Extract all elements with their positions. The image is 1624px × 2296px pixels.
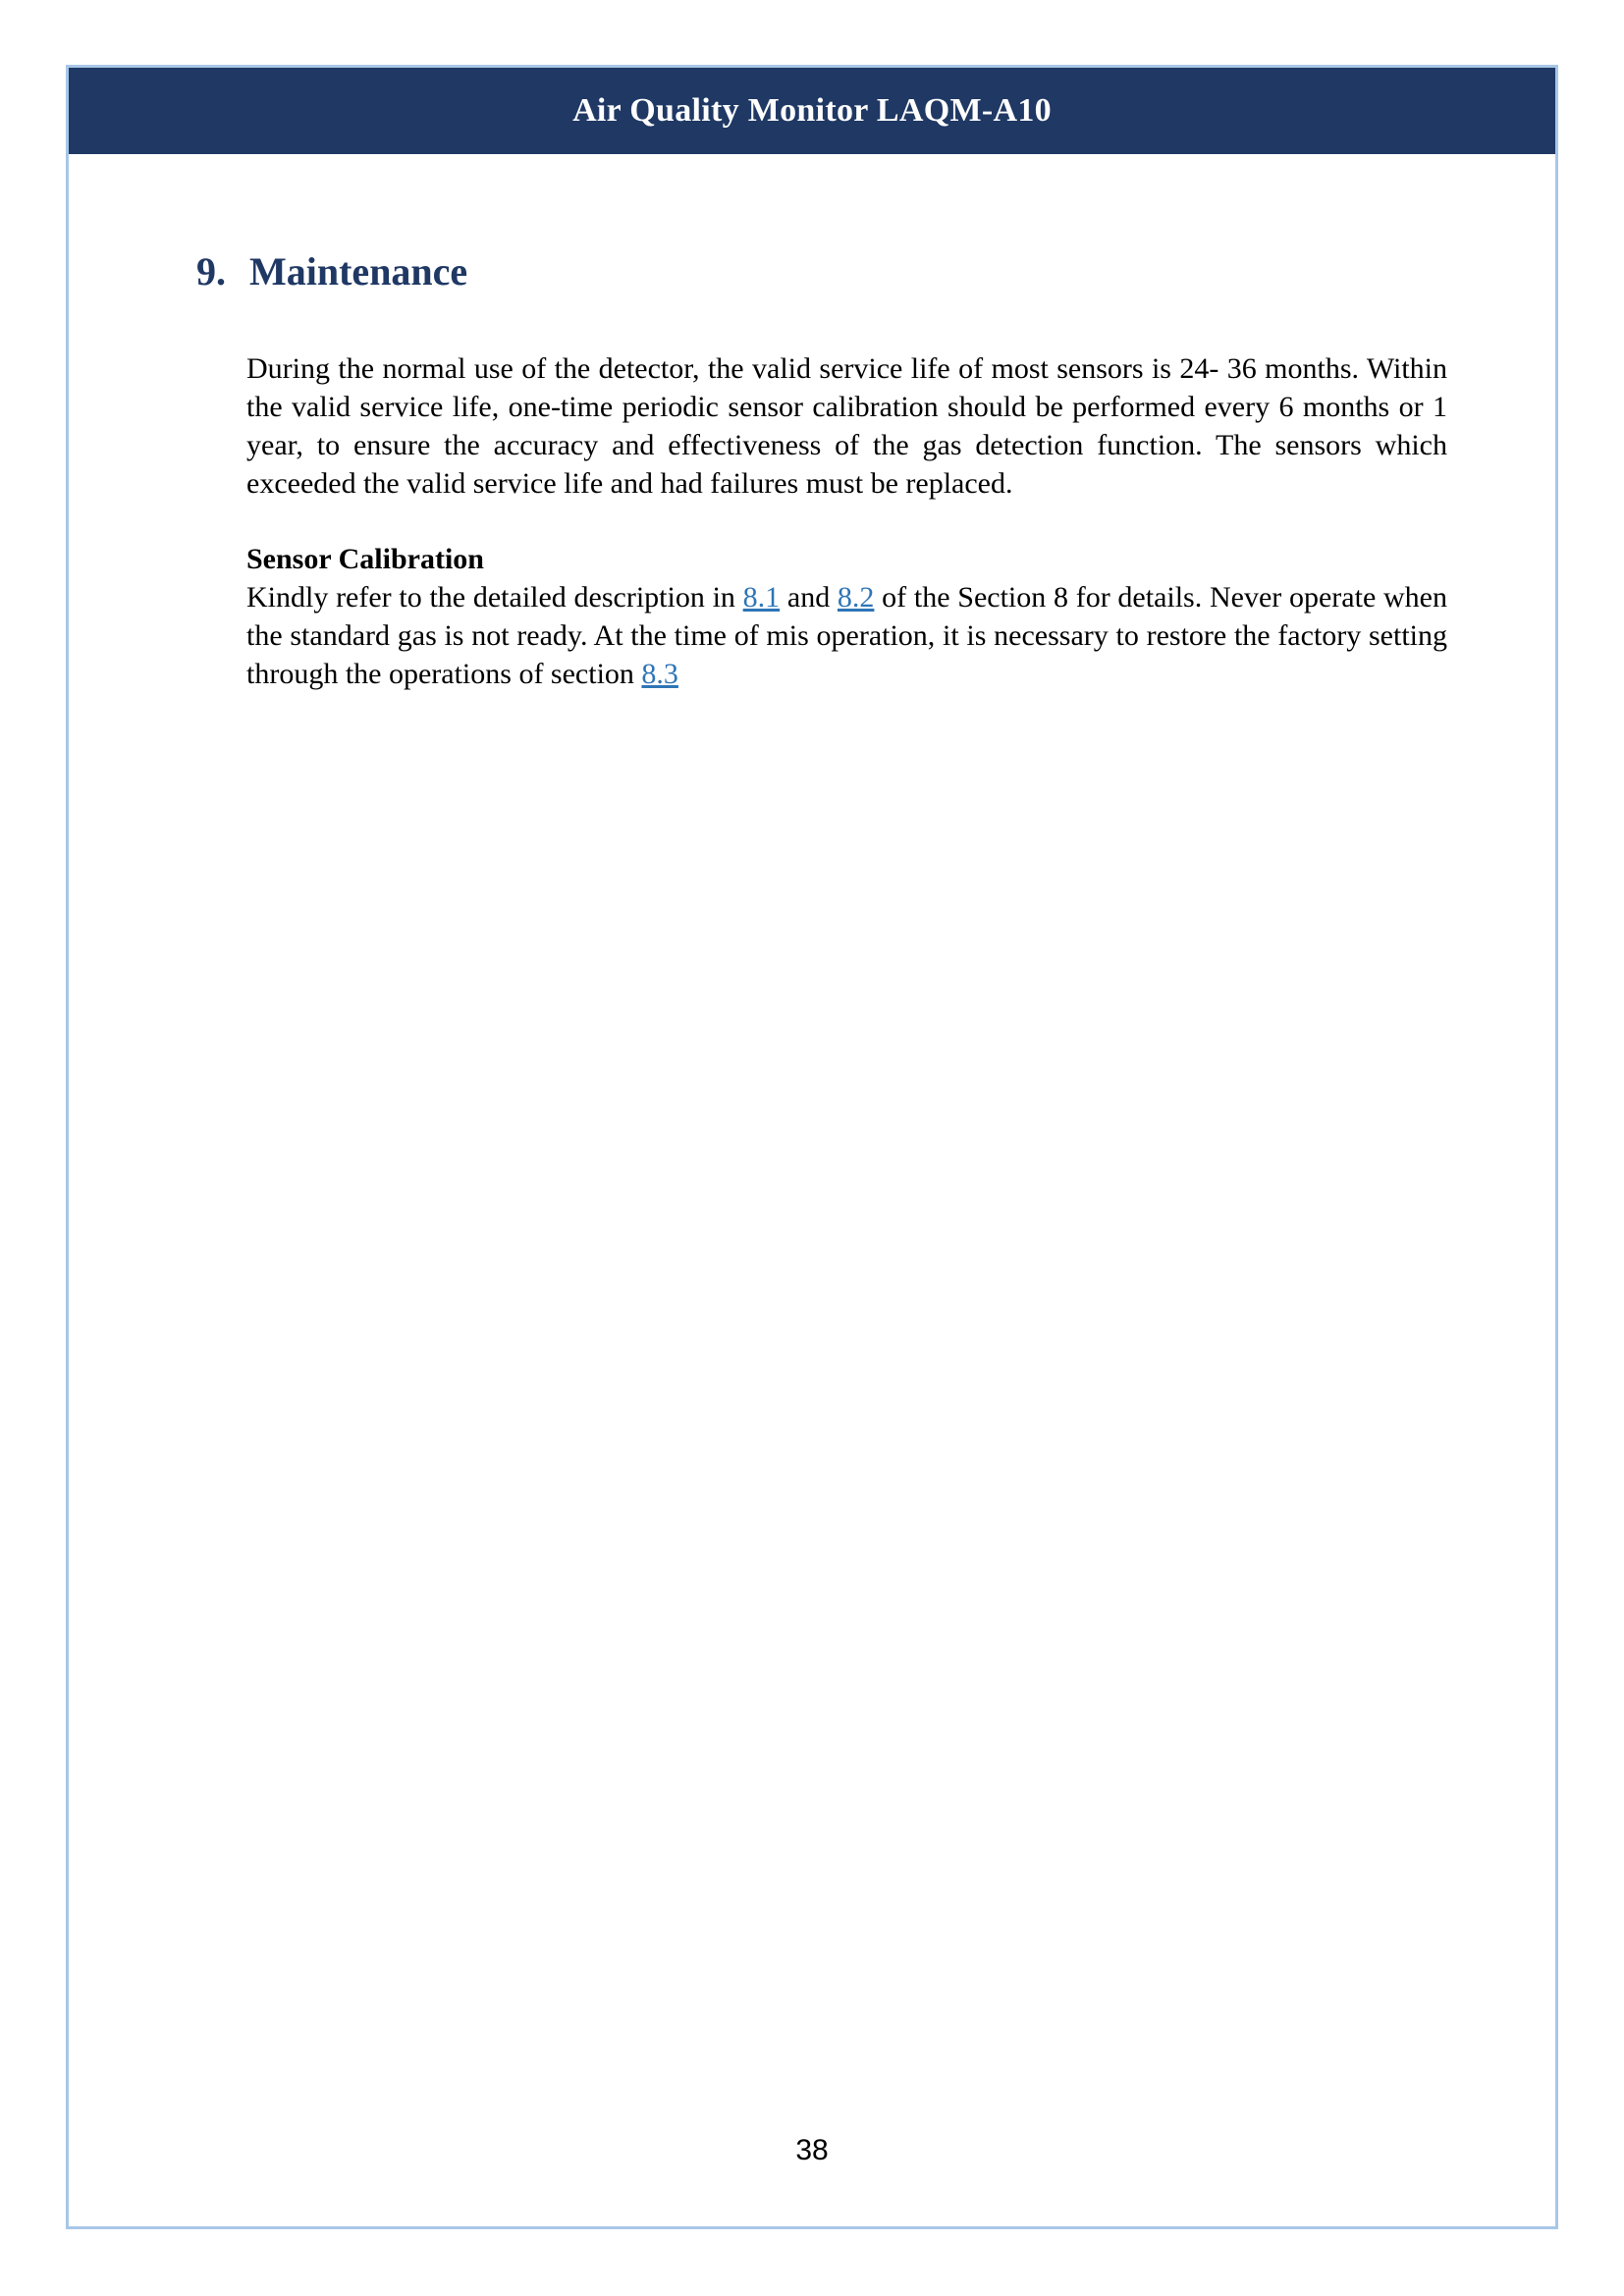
- document-title: Air Quality Monitor LAQM-A10: [572, 92, 1052, 129]
- sensor-calibration-subheading: Sensor Calibration: [246, 543, 484, 575]
- calibration-text-part2: and: [780, 581, 838, 614]
- section-number: 9.: [196, 249, 226, 294]
- link-section-8-3[interactable]: 8.3: [641, 658, 678, 690]
- body-text-block: [246, 349, 1447, 693]
- link-section-8-1[interactable]: 8.1: [742, 581, 781, 614]
- maintenance-intro-paragraph: During the normal use of the detector, the valid service life of most sensors is 24- 36 months. Within the valid service life, one-time periodic sensor calibration should be performed every 6 months or 1 year, to ensure the accuracy and effectiveness of the gas detection function. The sensors which exceeded the valid service life and had failures must be replaced.: [246, 352, 1447, 500]
- section-heading: [196, 248, 1555, 294]
- document-header-bar: [69, 68, 1555, 154]
- page-frame: [66, 65, 1558, 2229]
- calibration-text-part3: of the Section 8 for details. Never operate when the standard gas is not ready. At the time of mis operation, it is necessary to restore the factory setting through the operations of section: [246, 581, 1447, 690]
- section-title: Maintenance: [249, 249, 468, 294]
- page-number: 38: [795, 2134, 829, 2166]
- calibration-paragraph: [246, 578, 1447, 693]
- calibration-text-part1: Kindly refer to the detailed description in: [246, 581, 743, 614]
- link-section-8-2[interactable]: 8.2: [837, 581, 875, 614]
